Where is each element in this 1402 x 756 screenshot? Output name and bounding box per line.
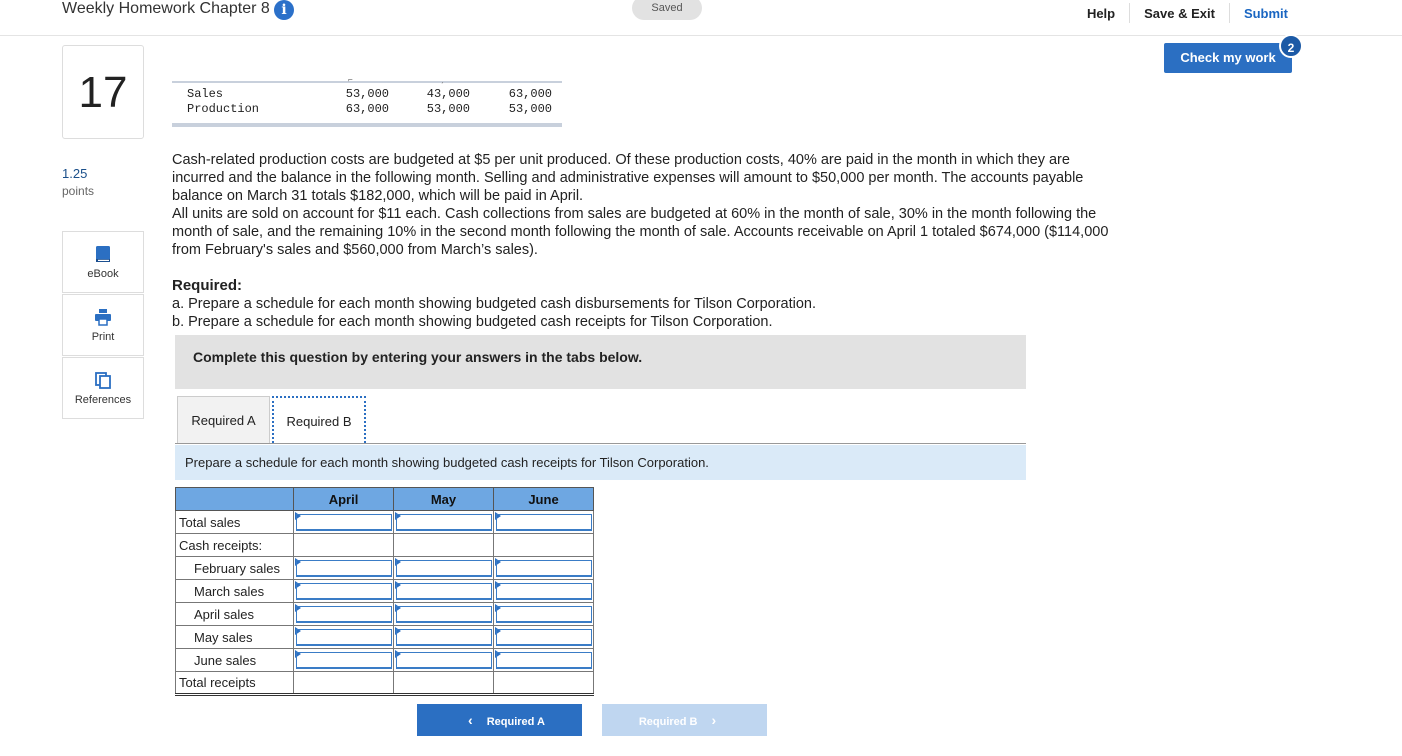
- amount-cell[interactable]: [294, 557, 394, 580]
- amount-cell[interactable]: [294, 580, 394, 603]
- amount-input[interactable]: [296, 560, 392, 577]
- instructions-box: [175, 335, 1026, 389]
- row-label: June sales: [176, 649, 294, 672]
- row-label: May sales: [176, 626, 294, 649]
- print-label: Print: [91, 331, 115, 343]
- problem-paragraph-2: All units are sold on account for $11 each. Cash collections from sales are budgeted at 60% in the month of sale, 30% in the month following the month of sale, and the remaining 10% in the second month following the month of sale. Accounts receivable on April 1 totaled $674,000 ($114,000 from February's sales and $560,000 from March’s sales).: [172, 206, 1109, 258]
- print-button[interactable]: [62, 294, 144, 356]
- amount-cell: [494, 672, 594, 695]
- amount-cell[interactable]: [494, 649, 594, 672]
- amount-input[interactable]: [396, 652, 492, 669]
- table-row: [176, 580, 594, 603]
- snippet-value: 43,000: [426, 87, 470, 101]
- amount-cell: [294, 534, 394, 557]
- column-header-april: April: [294, 488, 394, 511]
- amount-input[interactable]: [496, 583, 592, 600]
- amount-cell[interactable]: [494, 580, 594, 603]
- amount-cell: [394, 534, 494, 557]
- snippet-value: 53,000: [508, 102, 552, 116]
- snippet-label: Sales: [187, 87, 224, 101]
- column-header-june: June: [494, 488, 594, 511]
- amount-cell: [294, 672, 394, 695]
- next-required-b-button: [602, 704, 767, 736]
- tab-divider: [175, 443, 1026, 444]
- sales-production-snippet: ⌐ ˏ Sales 53,000 43,000 63,000 Production 63,000 53,000 53,000: [172, 81, 562, 127]
- amount-cell[interactable]: [394, 580, 494, 603]
- chevron-left-icon: ‹: [468, 712, 473, 728]
- table-row: [176, 534, 594, 557]
- amount-cell[interactable]: [394, 511, 494, 534]
- row-label: February sales: [176, 557, 294, 580]
- prev-required-a-button[interactable]: [417, 704, 582, 736]
- row-label: Total receipts: [176, 672, 294, 695]
- amount-cell[interactable]: [494, 603, 594, 626]
- attempts-badge: 2: [1279, 34, 1303, 58]
- amount-input[interactable]: [496, 560, 592, 577]
- table-row: [176, 511, 594, 534]
- amount-input[interactable]: [396, 583, 492, 600]
- chevron-right-icon: ›: [711, 712, 717, 728]
- problem-paragraph-1: Cash-related production costs are budgeted at $5 per unit produced. Of these production costs, 40% are paid in the month in which they are incurred and the balance in the following month. Selling and administrative expenses will amount to $50,000 per month. The accounts payable balance on March 31 totals $182,000, which will be paid in April.: [172, 152, 1084, 204]
- table-row: [176, 557, 594, 580]
- snippet-value: 53,000: [426, 102, 470, 116]
- tab-required-a[interactable]: Required A: [177, 396, 270, 443]
- next-label: Required B: [638, 716, 698, 728]
- book-icon: [93, 244, 113, 264]
- amount-input[interactable]: [396, 629, 492, 646]
- required-heading: Required:: [172, 277, 243, 294]
- table-header-row: [176, 488, 594, 511]
- points-value: 1.25: [62, 166, 88, 181]
- prompt-box: [175, 445, 1026, 480]
- instructions-text: Complete this question by entering your answers in the tabs below.: [193, 349, 643, 365]
- copy-icon: [93, 370, 113, 390]
- printer-icon: [93, 307, 113, 327]
- amount-cell[interactable]: [394, 603, 494, 626]
- amount-cell[interactable]: [494, 626, 594, 649]
- row-label: Total sales: [176, 511, 294, 534]
- help-link[interactable]: Help: [1086, 5, 1116, 21]
- references-label: References: [74, 394, 132, 406]
- row-label: April sales: [176, 603, 294, 626]
- assignment-title: Weekly Homework Chapter 8: [62, 0, 270, 17]
- table-row: [176, 603, 594, 626]
- cash-receipts-schedule: [175, 487, 594, 696]
- snippet-row-sales: [187, 87, 562, 101]
- info-icon[interactable]: i: [274, 0, 294, 20]
- table-row: [176, 649, 594, 672]
- column-header-may: May: [394, 488, 494, 511]
- row-label: March sales: [176, 580, 294, 603]
- save-exit-link[interactable]: Save & Exit: [1144, 5, 1215, 21]
- prompt-text: Prepare a schedule for each month showing budgeted cash receipts for Tilson Corporation.: [185, 455, 709, 470]
- prev-label: Required A: [486, 716, 545, 728]
- amount-input[interactable]: [496, 606, 592, 623]
- amount-input[interactable]: [296, 583, 392, 600]
- check-my-work-button[interactable]: Check my work: [1164, 43, 1292, 73]
- amount-input[interactable]: [296, 606, 392, 623]
- amount-input[interactable]: [496, 629, 592, 646]
- table-row: [176, 626, 594, 649]
- amount-cell[interactable]: [294, 626, 394, 649]
- top-links: [1073, 3, 1288, 23]
- amount-input[interactable]: [296, 514, 392, 531]
- amount-input[interactable]: [296, 629, 392, 646]
- submit-link[interactable]: Submit: [1243, 5, 1288, 21]
- amount-cell[interactable]: [294, 511, 394, 534]
- top-bar: [0, 0, 1402, 36]
- amount-cell[interactable]: [294, 603, 394, 626]
- references-button[interactable]: [62, 357, 144, 419]
- snippet-value: 63,000: [508, 87, 552, 101]
- ebook-button[interactable]: [62, 231, 144, 293]
- amount-cell: [494, 534, 594, 557]
- snippet-row-production: [187, 102, 562, 116]
- amount-cell[interactable]: [294, 649, 394, 672]
- amount-cell[interactable]: [394, 557, 494, 580]
- question-number[interactable]: 17: [62, 45, 144, 139]
- amount-cell[interactable]: [394, 626, 494, 649]
- amount-cell: [394, 672, 494, 695]
- required-b-text: b. Prepare a schedule for each month showing budgeted cash receipts for Tilson Corporation.: [172, 314, 773, 330]
- amount-input[interactable]: [296, 652, 392, 669]
- row-label: Cash receipts:: [176, 534, 294, 557]
- snippet-label: Production: [187, 102, 260, 116]
- amount-input[interactable]: [496, 514, 592, 531]
- ebook-label: eBook: [87, 268, 119, 280]
- snippet-value: 63,000: [345, 102, 389, 116]
- table-row: [176, 672, 594, 695]
- tab-required-b[interactable]: Required B: [272, 396, 366, 443]
- saved-status: Saved: [632, 0, 702, 20]
- amount-input[interactable]: [396, 560, 492, 577]
- amount-cell[interactable]: [494, 557, 594, 580]
- snippet-value: 53,000: [345, 87, 389, 101]
- amount-cell[interactable]: [394, 649, 494, 672]
- amount-input[interactable]: [496, 652, 592, 669]
- points-label: points: [62, 184, 95, 198]
- required-a-text: a. Prepare a schedule for each month showing budgeted cash disbursements for Tilson Corporation.: [172, 296, 817, 312]
- amount-cell[interactable]: [494, 511, 594, 534]
- amount-input[interactable]: [396, 514, 492, 531]
- amount-input[interactable]: [396, 606, 492, 623]
- header-corner: [176, 488, 294, 511]
